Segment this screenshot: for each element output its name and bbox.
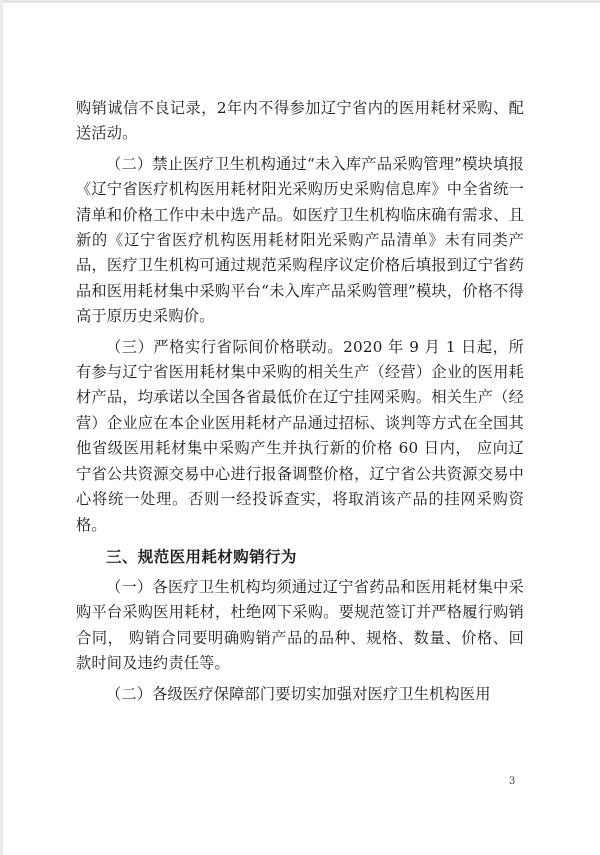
paragraph-section-item-1: （一）各医疗卫生机构均须通过辽宁省药品和医用耗材集中采购平台采购医用耗材，杜绝网下采购。要规范签订并严格履行购销合同， 购销合同要明确购销产品的品种、规格、数量、价格、回款时间及违约责任等。 <box>76 577 524 673</box>
paragraph-item-2: （二）禁止医疗卫生机构通过“未入库产品采购管理”模块填报《辽宁省医疗机构医用耗材阳光采购历史采购信息库》中全省统一清单和价格工作中未中选产品。如医疗卫生机构临床确有需求、且新的《辽宁省医疗机构医用耗材阳光采购产品清单》未有同类产品，医疗卫生机构可通过规范采购程序议定价格后填报到辽宁省药品和医用耗材集中采购平台“未入库产品采购管理”模块，价格不得高于原历史采购价。 <box>76 154 524 326</box>
scan-edge-top <box>0 0 600 3</box>
scan-edge-left <box>0 0 3 855</box>
paragraph-item-3: （三）严格实行省际间价格联动。2020 年 9 月 1 日起，所有参与辽宁省医用耗材集中采购的相关生产（经营）企业的医用耗材产品，均承诺以全国各省最低价在辽宁挂网采购。相关生产（经营）企业应在本企业医用耗材产品通过招标、谈判等方式在全国其他省级医用耗材集中采购产生并执行新的价格 60 日内， 应向辽宁省公共资源交易中心进行报备调整价格，辽宁省公共资源交易中心将统一处理。否则一经投诉查实，将取消该产品的挂网采购资格。 <box>76 337 524 534</box>
page-number: 3 <box>509 776 516 787</box>
document-page <box>76 96 524 707</box>
paragraph-section-item-2: （二）各级医疗保障部门要切实加强对医疗卫生机构医用 <box>106 684 491 703</box>
paragraph-continuation: 购销诚信不良记录，2年内不得参加辽宁省内的医用耗材采购、配送活动。 <box>76 99 524 143</box>
section-heading: 三、规范医用耗材购销行为 <box>106 547 297 566</box>
